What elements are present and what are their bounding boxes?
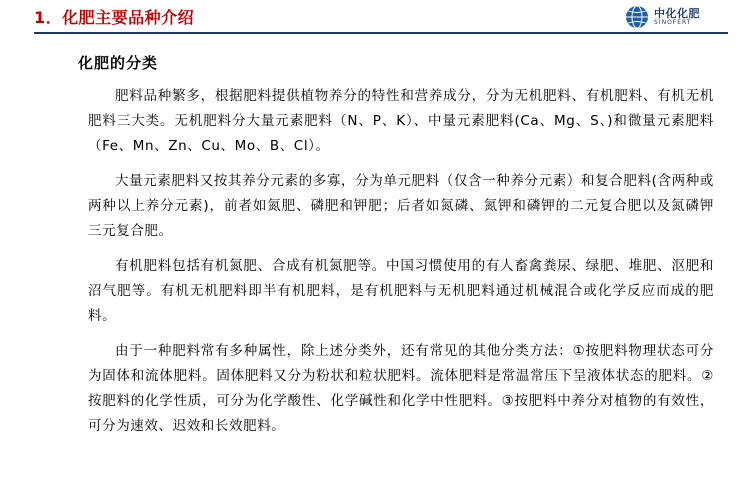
paragraph: 大量元素肥料又按其养分元素的多寡，分为单元肥料（仅含一种养分元素）和复合肥料(含两种或两种以上养分元素)，前者如氮肥、磷肥和钾肥；后者如氮磷、氮钾和磷钾的二元复合肥以及氮磷钾三元复合肥。 (88, 173, 714, 239)
paragraph: 肥料品种繁多，根据肥料提供植物养分的特性和营养成分，分为无机肥料、有机肥料、有机无机肥料三大类。无机肥料分大量元素肥料（N、P、K）、中量元素肥料(Ca、Mg、S、)和微量元素肥料（Fe、Mn、Zn、Cu、Mo、B、Cl）。 (88, 88, 714, 154)
body-content (88, 84, 714, 439)
company-logo (624, 2, 732, 32)
paragraph: 由于一种肥料常有多种属性，除上述分类外，还有常见的其他分类方法：①按肥料物理状态可分为固体和流体肥料。固体肥料又分为粉状和粒状肥料。流体肥料是常温常压下呈液体状态的肥料。②按肥料的化学性质，可分为化学酸性、化学碱性和化学中性肥料。③按肥料中养分对植物的有效性，可分为速效、迟效和长效肥料。 (88, 343, 714, 434)
logo-text (654, 8, 700, 26)
paragraph: 有机肥料包括有机氮肥、合成有机氮肥等。中国习惯使用的有人畜禽粪尿、绿肥、堆肥、沤肥和沼气肥等。有机无机肥料即半有机肥料，是有机肥料与无机肥料通过机械混合或化学反应而成的肥料。 (88, 258, 714, 324)
logo-company-name-en: SINOFERT (654, 18, 692, 26)
page-title: 1．化肥主要品种介绍 (34, 8, 195, 27)
logo-company-name-cn: 中化化肥 (654, 7, 700, 21)
title-divider (34, 32, 728, 34)
globe-icon (624, 4, 650, 30)
section-subtitle: 化肥的分类 (78, 54, 159, 72)
